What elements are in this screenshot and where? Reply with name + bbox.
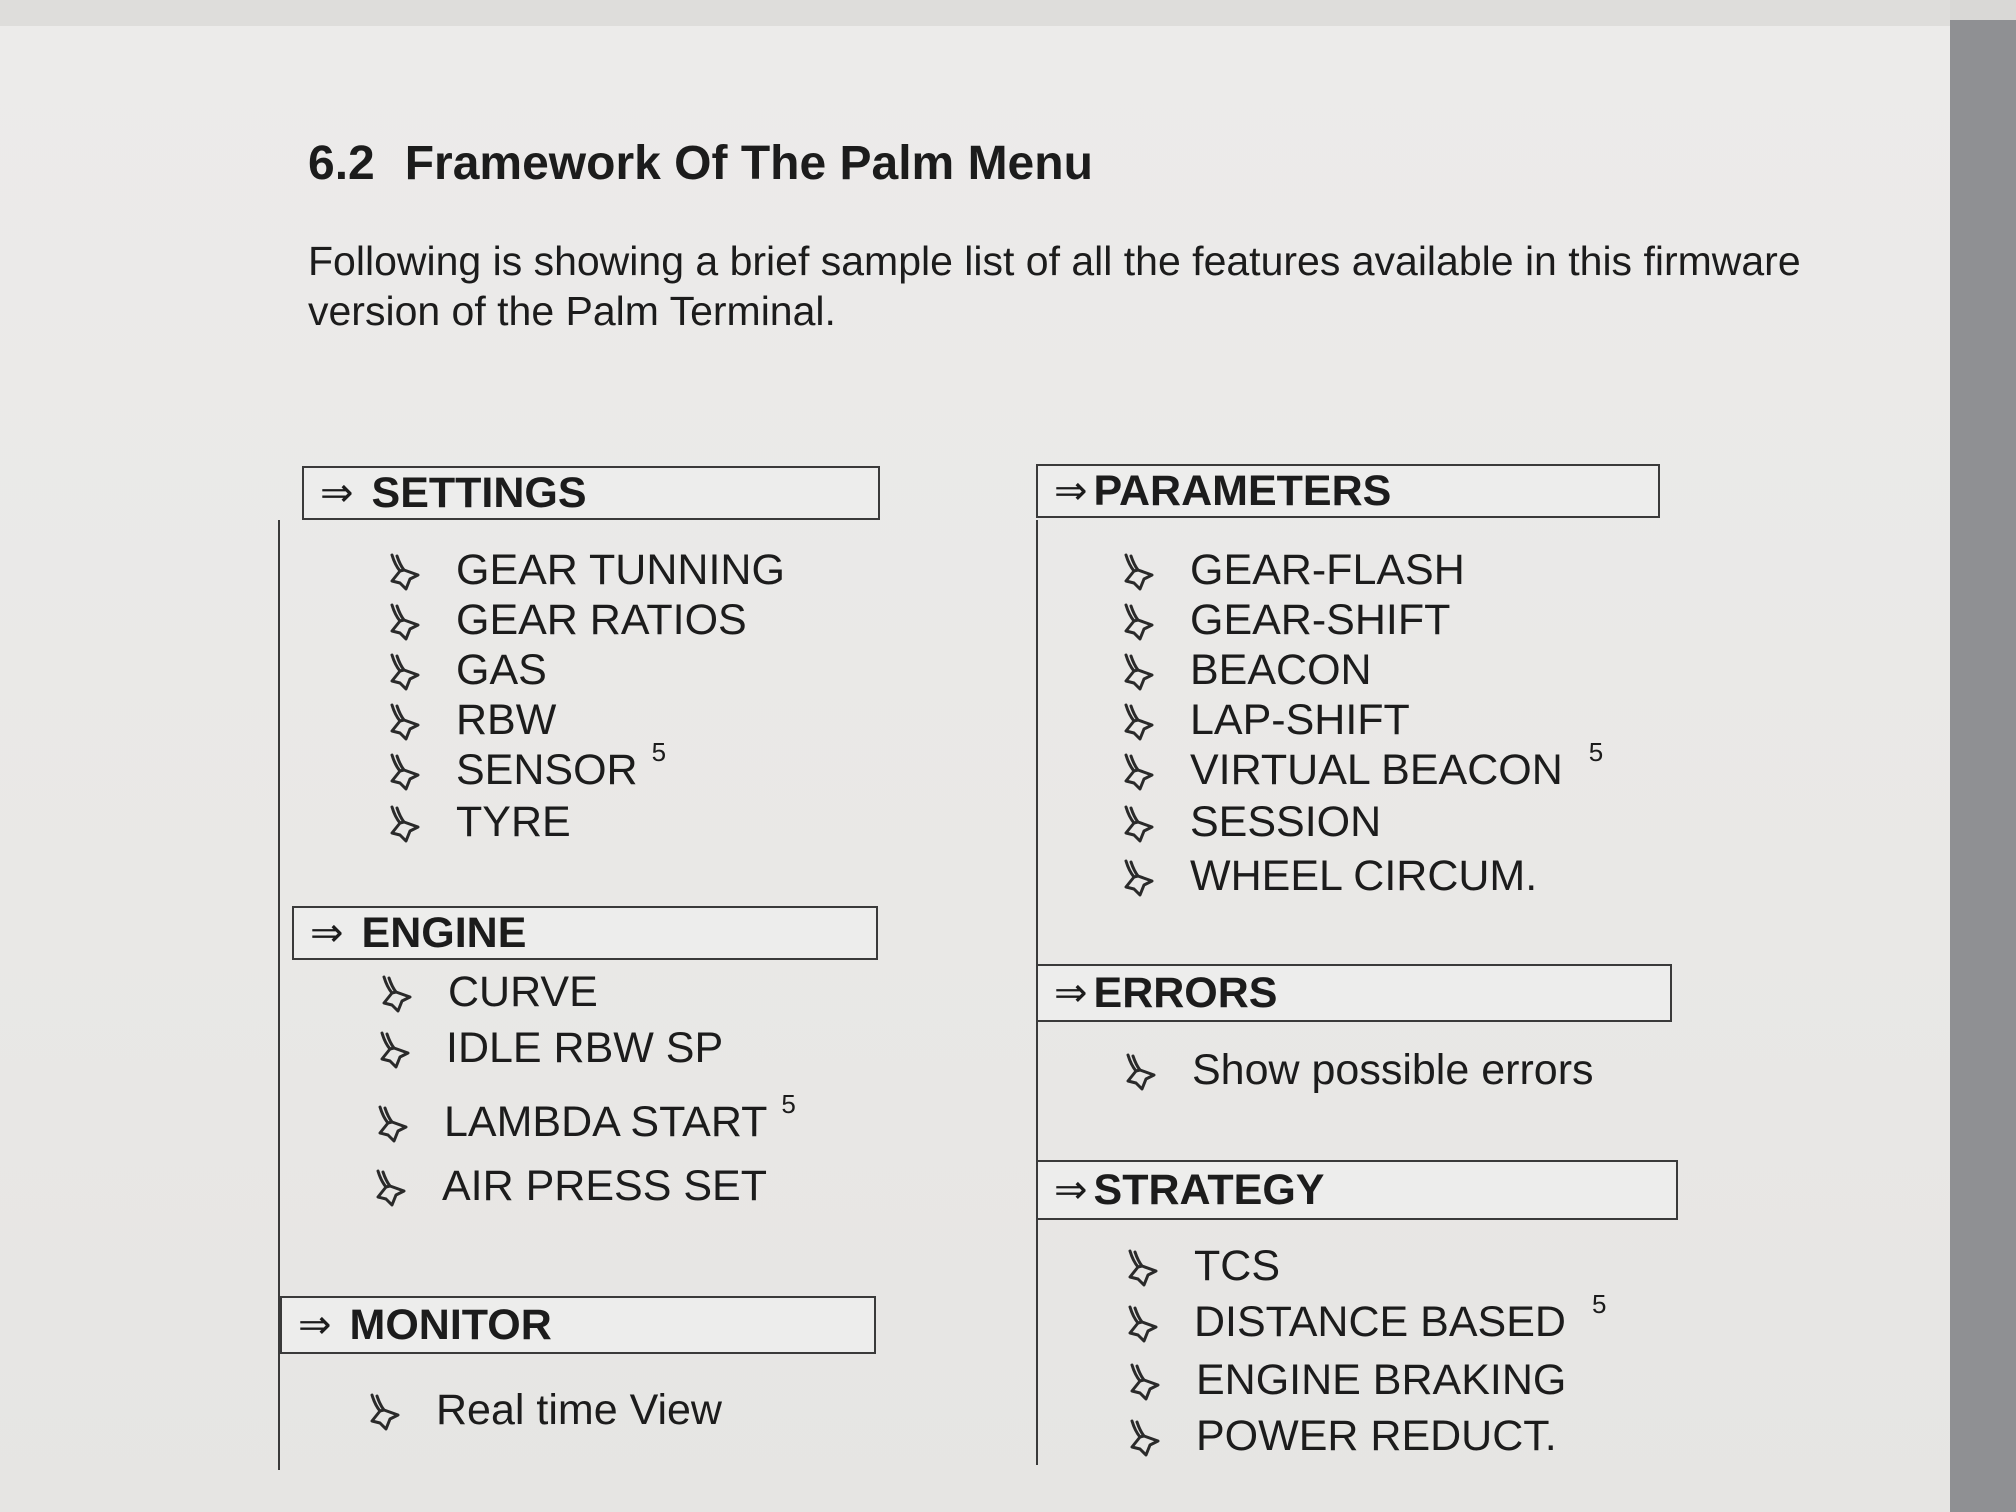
section-number: 6.2 — [308, 137, 375, 190]
monitor-title: MONITOR — [349, 1300, 552, 1349]
hook-arrow-icon — [1120, 857, 1190, 897]
settings-title: SETTINGS — [371, 468, 587, 517]
double-arrow-icon: ⇒ — [310, 911, 344, 955]
hook-arrow-icon — [366, 1391, 436, 1431]
strategy-item: TCS — [1124, 1242, 1280, 1291]
strategy-item: ENGINE BRAKING — [1126, 1356, 1566, 1405]
hook-arrow-icon — [1120, 701, 1190, 741]
settings-header — [302, 466, 880, 520]
settings-item: RBW — [386, 696, 556, 745]
double-arrow-icon: ⇒ — [320, 471, 354, 515]
settings-item: SENSOR 5 — [386, 746, 666, 795]
parameters-item: LAP-SHIFT — [1120, 696, 1410, 745]
settings-item: GEAR TUNNING — [386, 546, 785, 595]
parameters-item: WHEEL CIRCUM. — [1120, 852, 1537, 901]
hook-arrow-icon — [386, 751, 456, 791]
double-arrow-icon: ⇒ — [1054, 1168, 1088, 1212]
double-arrow-icon: ⇒ — [298, 1303, 332, 1347]
parameters-item: GEAR-SHIFT — [1120, 596, 1450, 645]
hook-arrow-icon — [386, 701, 456, 741]
footnote-mark: 5 — [1588, 737, 1604, 767]
hook-arrow-icon — [372, 1167, 442, 1207]
engine-item: AIR PRESS SET — [372, 1162, 767, 1211]
hook-arrow-icon — [1120, 651, 1190, 691]
page-title — [308, 136, 1093, 191]
hook-arrow-icon — [1120, 551, 1190, 591]
parameters-item: BEACON — [1120, 646, 1372, 695]
hook-arrow-icon — [386, 601, 456, 641]
monitor-header — [280, 1296, 876, 1354]
hook-arrow-icon — [1120, 601, 1190, 641]
engine-item: IDLE RBW SP — [376, 1024, 723, 1073]
footnote-mark: 5 — [651, 737, 667, 767]
settings-item: GAS — [386, 646, 547, 695]
double-arrow-icon: ⇒ — [1054, 469, 1088, 513]
top-strip — [0, 0, 1950, 26]
footnote-mark: 5 — [1591, 1289, 1607, 1319]
engine-title: ENGINE — [361, 908, 527, 957]
parameters-header — [1036, 464, 1660, 518]
hook-arrow-icon — [1126, 1361, 1196, 1401]
engine-item: LAMBDA START 5 — [374, 1098, 796, 1147]
strategy-item: POWER REDUCT. — [1126, 1412, 1557, 1461]
errors-header — [1036, 964, 1672, 1022]
strategy-item: DISTANCE BASED 5 — [1124, 1298, 1606, 1347]
hook-arrow-icon — [376, 1029, 446, 1069]
parameters-item: VIRTUAL BEACON 5 — [1120, 746, 1603, 795]
strategy-header — [1036, 1160, 1678, 1220]
page-edge-shadow — [1950, 20, 2016, 1512]
hook-arrow-icon — [386, 803, 456, 843]
hook-arrow-icon — [378, 973, 448, 1013]
engine-item: CURVE — [378, 968, 598, 1017]
hook-arrow-icon — [1124, 1247, 1194, 1287]
hook-arrow-icon — [386, 651, 456, 691]
engine-header — [292, 906, 878, 960]
settings-item: TYRE — [386, 798, 571, 847]
parameters-item: SESSION — [1120, 798, 1381, 847]
parameters-title: PARAMETERS — [1093, 466, 1392, 515]
hook-arrow-icon — [1122, 1051, 1192, 1091]
parameters-item: GEAR-FLASH — [1120, 546, 1465, 595]
section-title: Framework Of The Palm Menu — [404, 137, 1093, 190]
intro-paragraph: Following is showing a brief sample list of all the features available in this firmware version of the Palm Terminal. — [308, 238, 1801, 334]
footnote-mark: 5 — [781, 1089, 796, 1119]
monitor-item: Real time View — [366, 1386, 722, 1435]
hook-arrow-icon — [386, 551, 456, 591]
errors-title: ERRORS — [1093, 968, 1278, 1017]
hook-arrow-icon — [1120, 751, 1190, 791]
strategy-title: STRATEGY — [1093, 1165, 1325, 1214]
hook-arrow-icon — [1126, 1417, 1196, 1457]
settings-item: GEAR RATIOS — [386, 596, 747, 645]
hook-arrow-icon — [1124, 1303, 1194, 1343]
hook-arrow-icon — [1120, 803, 1190, 843]
errors-item: Show possible errors — [1122, 1046, 1594, 1095]
hook-arrow-icon — [374, 1103, 444, 1143]
double-arrow-icon: ⇒ — [1054, 971, 1088, 1015]
